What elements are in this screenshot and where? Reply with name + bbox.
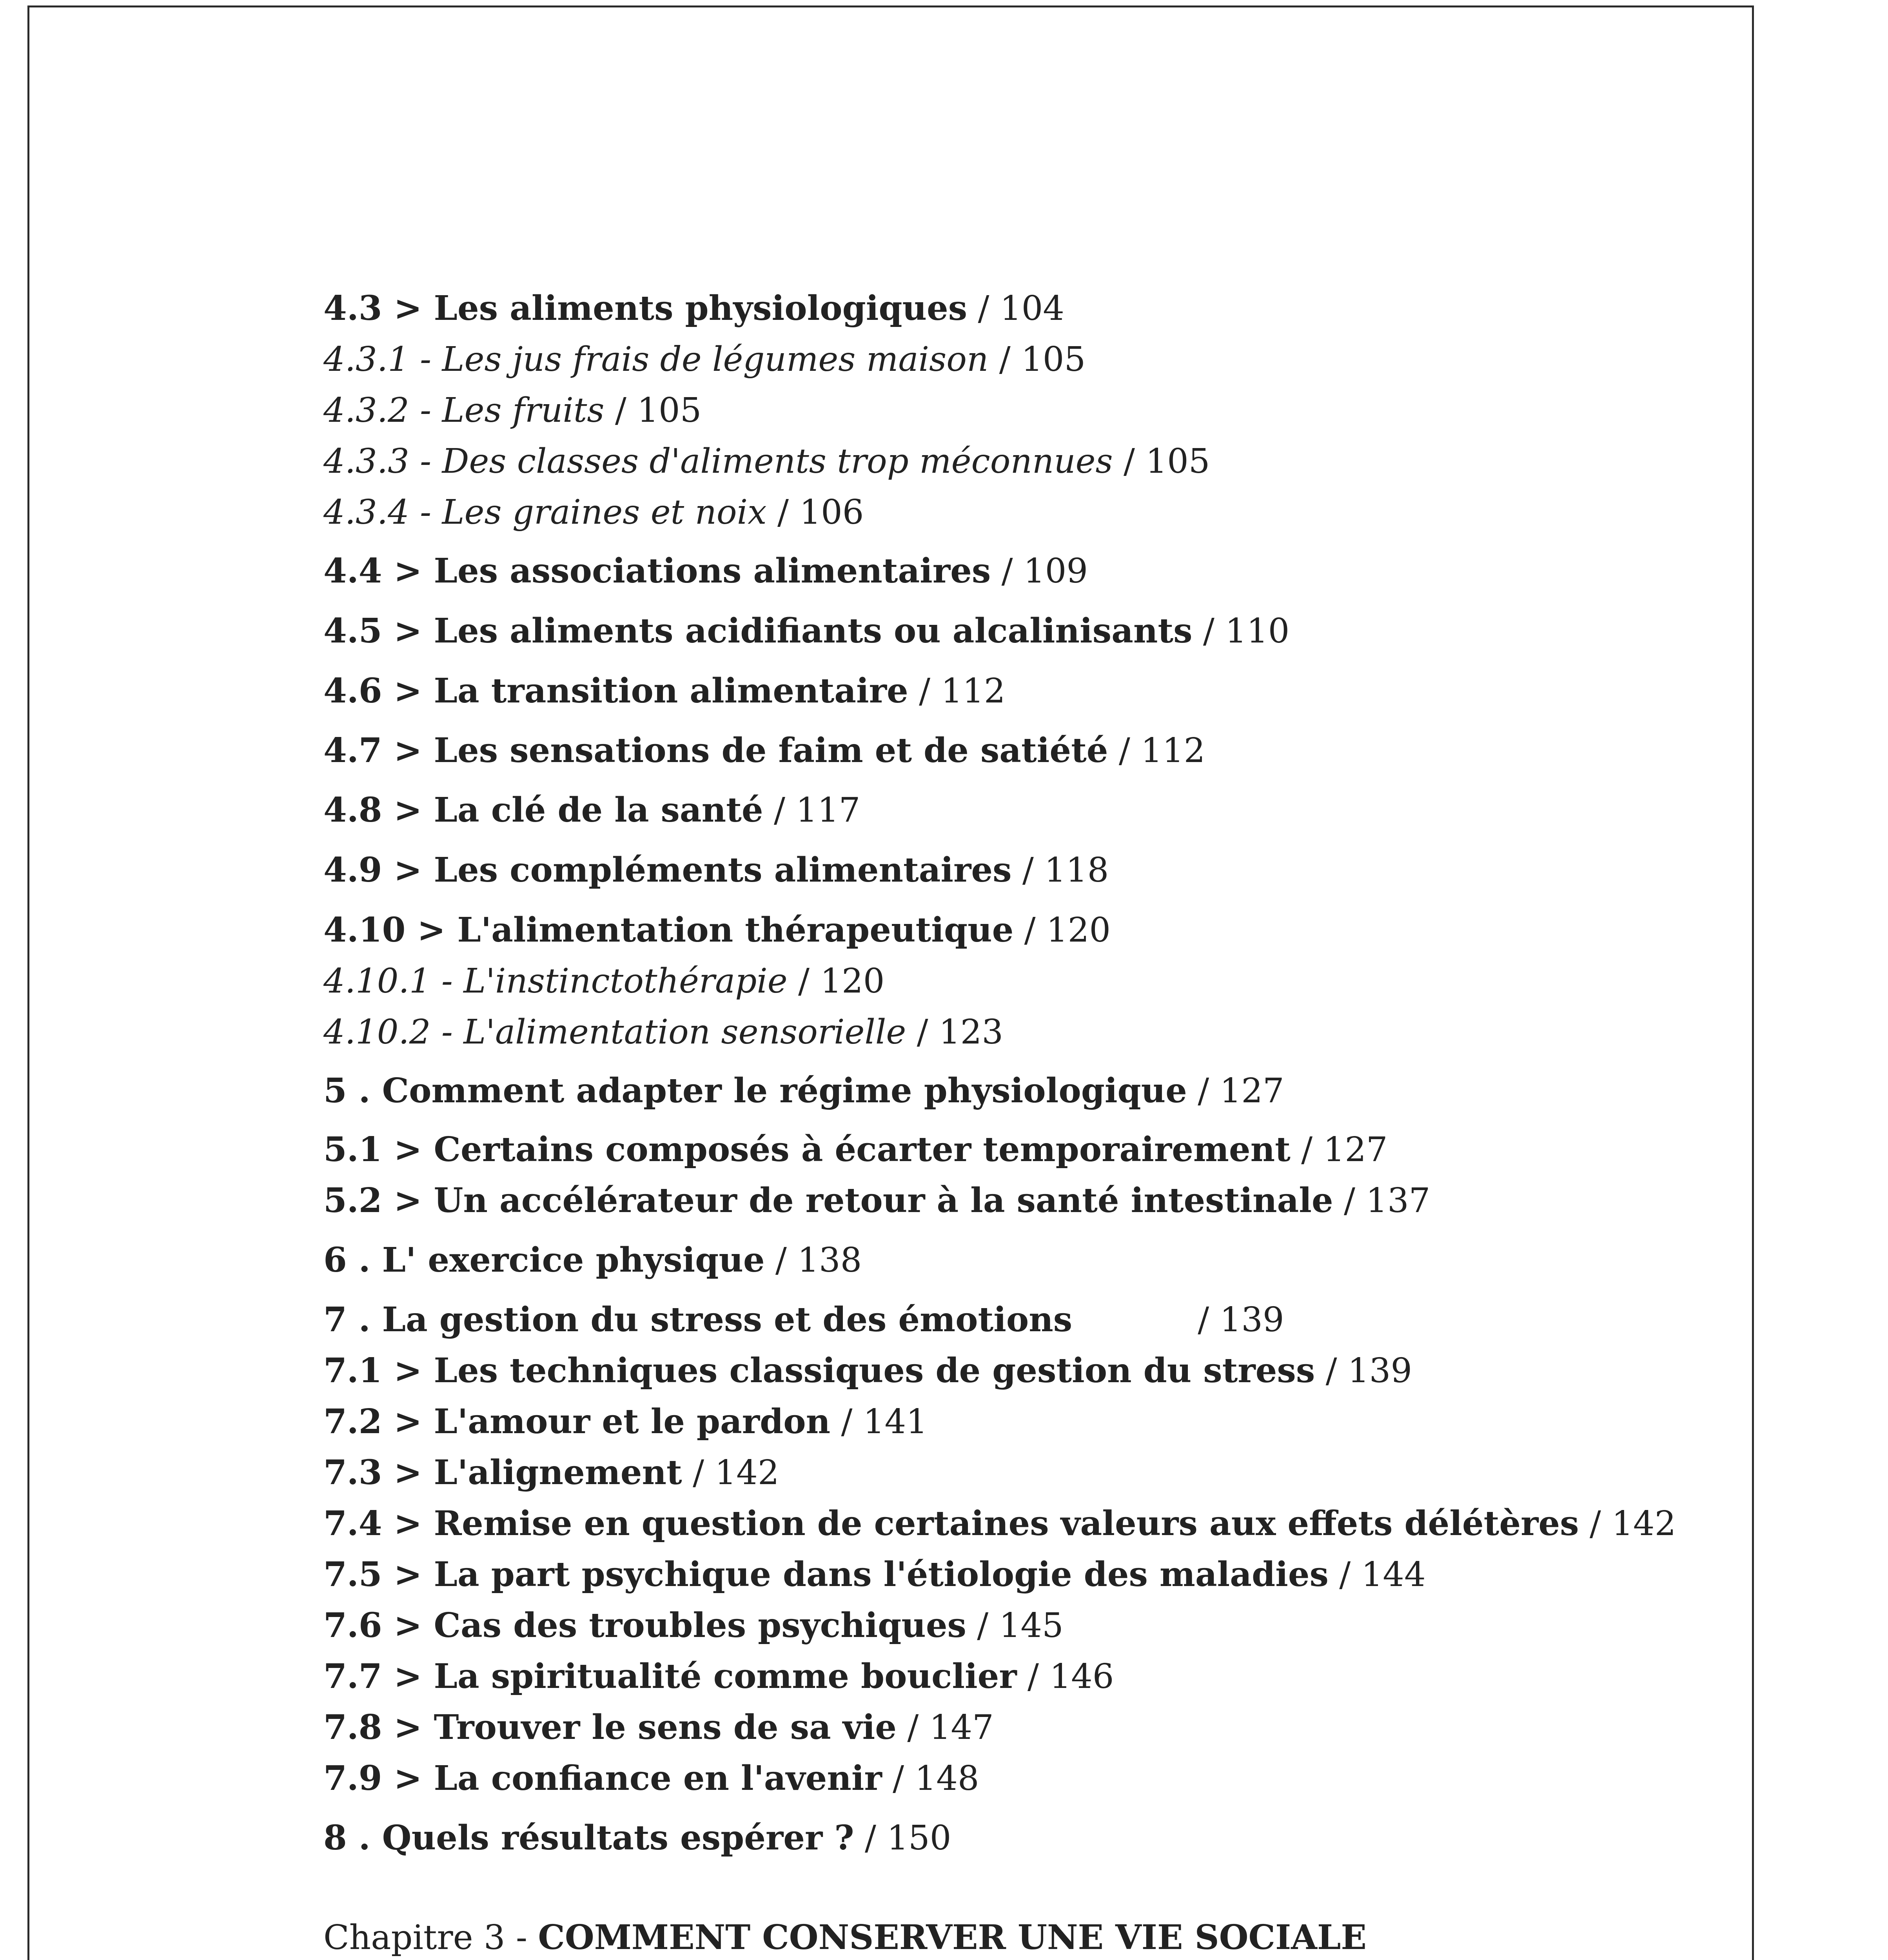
toc-entry-title: 7.4 > Remise en question de certaines valeurs aux effets délétères xyxy=(323,1504,1579,1543)
toc-entry xyxy=(323,1655,1114,1698)
toc-entry-title: 4.10.1 - L'instinctothérapie xyxy=(323,962,788,1001)
toc-entry-title: 4.3.4 - Les graines et noix xyxy=(323,493,767,532)
toc-entry-title: 7.1 > Les techniques classiques de gestion du stress xyxy=(323,1351,1315,1390)
toc-entry xyxy=(323,960,884,1003)
toc-entry-title: 4.3.2 - Les fruits xyxy=(323,391,605,430)
toc-entry-title: 4.3.3 - Des classes d'aliments trop méconnues xyxy=(323,442,1113,481)
toc-entry-title: 7.8 > Trouver le sens de sa vie xyxy=(323,1708,897,1747)
toc-entry-title: 4.3 > Les aliments physiologiques xyxy=(323,289,968,328)
toc-entry-page: / 112 xyxy=(1108,731,1205,770)
chapter-title: COMMENT CONSERVER UNE VIE SOCIALE xyxy=(538,1918,1367,1957)
toc-entry-title: 5.1 > Certains composés à écarter temporairement xyxy=(323,1130,1291,1169)
toc-entry-page: / 138 xyxy=(764,1241,862,1280)
toc-entry xyxy=(323,1128,1388,1171)
toc-entry xyxy=(323,1400,928,1443)
chapter-heading xyxy=(323,1916,1367,1959)
toc-entry-page: / 106 xyxy=(766,493,864,532)
toc-entry xyxy=(323,1553,1426,1596)
toc-entry xyxy=(323,1011,1003,1054)
toc-entry-title: 7.3 > L'alignement xyxy=(323,1453,682,1492)
toc-entry-page: / 142 xyxy=(1579,1504,1676,1543)
toc-entry xyxy=(323,1239,862,1282)
toc-entry-page: / 145 xyxy=(966,1606,1064,1645)
toc-entry-page: / 150 xyxy=(854,1818,951,1858)
toc-entry-title: 7.2 > L'amour et le pardon xyxy=(323,1402,831,1441)
toc-entry xyxy=(323,440,1210,483)
toc-entry xyxy=(323,1604,1064,1647)
toc-entry-title: 7.6 > Cas des troubles psychiques xyxy=(323,1606,966,1645)
toc-entry-title: 4.7 > Les sensations de faim et de satiété xyxy=(323,731,1108,770)
toc-entry-title: 7 . La gestion du stress et des émotions xyxy=(323,1300,1073,1339)
toc-entry xyxy=(323,287,1064,330)
toc-entry-title: 5 . Comment adapter le régime physiologique xyxy=(323,1071,1187,1111)
toc-entry xyxy=(323,1069,1284,1112)
toc-entry xyxy=(323,670,1006,713)
toc-entry-title: 7.9 > La confiance en l'avenir xyxy=(323,1759,882,1798)
toc-entry-page: / 137 xyxy=(1333,1181,1431,1220)
toc-entry-page: / 142 xyxy=(682,1453,779,1492)
toc-entry-title: 4.6 > La transition alimentaire xyxy=(323,671,908,711)
toc-entry xyxy=(323,1179,1430,1222)
toc-entry-page: / 144 xyxy=(1328,1555,1426,1594)
toc-entry-page: / 139 xyxy=(1198,1300,1284,1339)
toc-entry-page: / 120 xyxy=(787,962,885,1001)
toc-entry xyxy=(323,1451,779,1494)
toc-entry-title: 7.5 > La part psychique dans l'étiologie des maladies xyxy=(323,1555,1329,1594)
toc-entry-page: / 127 xyxy=(1290,1130,1388,1169)
toc-entry-page: / 109 xyxy=(991,552,1088,591)
toc-entry xyxy=(323,491,864,534)
toc-entry xyxy=(323,1298,1284,1341)
toc-entry xyxy=(323,389,701,432)
toc-entry xyxy=(323,1817,951,1860)
toc-entry-page: / 123 xyxy=(906,1013,1004,1052)
toc-entry-page: / 118 xyxy=(1011,851,1109,890)
toc-entry xyxy=(323,729,1205,772)
toc-entry-page: / 127 xyxy=(1187,1071,1284,1111)
toc-entry xyxy=(323,1757,979,1800)
toc-entry-page: / 139 xyxy=(1315,1351,1412,1390)
toc-entry-page: / 120 xyxy=(1013,911,1111,950)
toc-entry-page: / 147 xyxy=(897,1708,994,1747)
toc-entry-title: 4.5 > Les aliments acidifiants ou alcalinisants xyxy=(323,611,1193,651)
toc-entry-page: / 105 xyxy=(604,391,702,430)
toc-entry-page: / 105 xyxy=(1113,442,1210,481)
toc-entry xyxy=(323,1502,1676,1545)
toc-entry-page: / 146 xyxy=(1017,1657,1114,1696)
toc-entry-title: 5.2 > Un accélérateur de retour à la santé intestinale xyxy=(323,1181,1333,1220)
toc-entry-title: 4.3.1 - Les jus frais de légumes maison xyxy=(323,340,989,379)
toc-entry-page: / 112 xyxy=(908,671,1006,711)
toc-entry-title: 4.10.2 - L'alimentation sensorielle xyxy=(323,1013,906,1052)
toc-entry-title: 4.8 > La clé de la santé xyxy=(323,790,763,830)
toc-entry xyxy=(323,1349,1412,1392)
toc-entry-page: / 117 xyxy=(763,791,860,830)
toc-entry-page: / 104 xyxy=(967,289,1064,328)
toc-entry xyxy=(323,1706,994,1749)
toc-entry-page: / 141 xyxy=(830,1402,928,1441)
toc-entry-title: 7.7 > La spiritualité comme bouclier xyxy=(323,1657,1017,1696)
toc-entry-title: 4.4 > Les associations alimentaires xyxy=(323,551,991,591)
toc-entry-page: / 110 xyxy=(1192,612,1290,651)
toc-entry-page: / 148 xyxy=(882,1759,979,1798)
toc-entry-title: 4.9 > Les compléments alimentaires xyxy=(323,850,1012,890)
toc-entry xyxy=(323,909,1111,952)
chapter-label: Chapitre 3 - xyxy=(323,1918,538,1957)
toc-entry xyxy=(323,789,860,832)
toc-entry-title: 6 . L' exercice physique xyxy=(323,1240,765,1280)
toc-entry xyxy=(323,550,1088,593)
toc-entry-title: 4.10 > L'alimentation thérapeutique xyxy=(323,910,1014,950)
toc-entry xyxy=(323,338,1086,381)
toc-entry xyxy=(323,610,1289,653)
toc-entry-title: 8 . Quels résultats espérer ? xyxy=(323,1818,854,1858)
toc-entry xyxy=(323,849,1109,892)
toc-entry-page: / 105 xyxy=(988,340,1086,379)
